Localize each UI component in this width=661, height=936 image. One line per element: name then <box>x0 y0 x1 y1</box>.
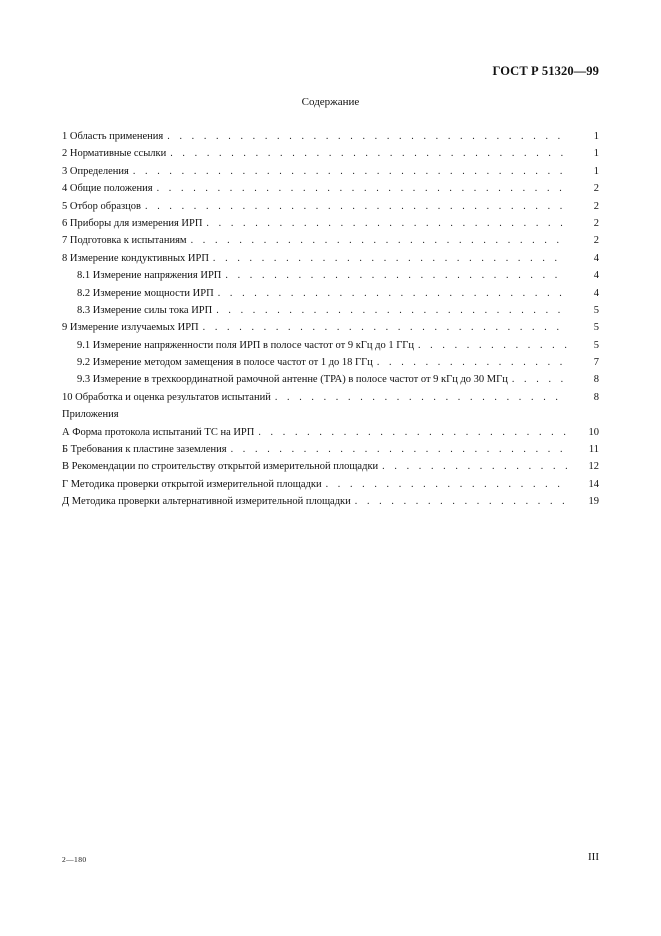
toc-leader-dots <box>418 337 567 354</box>
toc-leader-dots <box>377 354 567 371</box>
toc-entry-label: 8.2 Измерение мощности ИРП <box>77 287 214 299</box>
toc-entry-page: 8 <box>593 374 599 386</box>
toc-entry-page: 4 <box>593 252 599 264</box>
toc-entry-label: 9 Измерение излучаемых ИРП <box>62 322 199 334</box>
toc-entry-2[interactable] <box>62 145 599 162</box>
toc-appendix-v[interactable] <box>62 458 599 475</box>
toc-entry-page: 2 <box>593 235 599 247</box>
toc-entry-4[interactable] <box>62 180 599 197</box>
toc-entry-9[interactable] <box>62 319 599 336</box>
toc-leader-dots <box>218 285 567 302</box>
appendices-heading: Приложения <box>62 409 119 421</box>
toc-entry-9-3[interactable] <box>62 371 599 388</box>
toc-entry-label: 2 Нормативные ссылки <box>62 148 167 160</box>
toc-entry-page: 10 <box>588 426 599 438</box>
toc-entry-9-2[interactable] <box>62 354 599 371</box>
toc-entry-page: 11 <box>588 444 599 456</box>
toc-entry-label: А Форма протокола испытаний ТС на ИРП <box>62 426 255 438</box>
toc-leader-dots <box>512 371 567 388</box>
document-code: ГОСТ Р 51320—99 <box>492 64 599 78</box>
toc-entry-label: Б Требования к пластине заземления <box>62 444 227 456</box>
toc-leader-dots <box>225 267 567 284</box>
toc-appendix-g[interactable] <box>62 476 599 493</box>
toc-entry-page: 5 <box>593 339 599 351</box>
toc-entry-page: 2 <box>593 183 599 195</box>
toc-leader-dots <box>275 389 567 406</box>
toc-leader-dots <box>326 476 567 493</box>
toc-appendix-a[interactable] <box>62 424 599 441</box>
toc-entry-page: 1 <box>593 131 599 142</box>
toc-entry-label: 10 Обработка и оценка результатов испытаний <box>62 391 271 403</box>
toc-entry-label: 5 Отбор образцов <box>62 200 141 212</box>
toc-entry-label: В Рекомендации по строительству открытой измерительной площадки <box>62 461 379 473</box>
toc-entry-label: Г Методика проверки открытой измерительной площадки <box>62 478 322 490</box>
toc-entry-7[interactable] <box>62 232 599 249</box>
toc-leader-dots <box>133 163 567 180</box>
toc-entry-page: 4 <box>593 270 599 282</box>
toc-entry-label: 9.1 Измерение напряженности поля ИРП в полосе частот от 9 кГц до 1 ГГц <box>77 339 414 351</box>
toc-entry-page: 14 <box>588 478 599 490</box>
toc-appendix-b[interactable] <box>62 441 599 458</box>
toc-entry-8-3[interactable] <box>62 302 599 319</box>
toc-entry-label: 9.3 Измерение в трехкоординатной рамочной антенне (ТРА) в полосе частот от 9 кГц до 30 МГц <box>77 374 508 386</box>
toc-entry-page: 1 <box>593 165 599 177</box>
page-number: III <box>588 851 599 863</box>
toc-leader-dots <box>258 424 567 441</box>
toc-leader-dots <box>191 232 567 249</box>
toc-entry-label: 3 Определения <box>62 165 129 177</box>
toc-leader-dots <box>382 458 567 475</box>
toc-leader-dots <box>203 319 567 336</box>
toc-leader-dots <box>170 145 567 162</box>
toc-entry-label: 9.2 Измерение методом замещения в полосе частот от 1 до 18 ГГц <box>77 357 373 369</box>
toc-entry-page: 8 <box>593 391 599 403</box>
toc-entry-page: 2 <box>593 217 599 229</box>
toc-entry-label: 8 Измерение кондуктивных ИРП <box>62 252 209 264</box>
toc-entry-label: 4 Общие положения <box>62 183 153 195</box>
toc-title: Содержание <box>301 96 360 108</box>
toc-leader-dots <box>231 441 567 458</box>
toc-entry-page: 4 <box>593 287 599 299</box>
toc-leader-dots <box>216 302 567 319</box>
toc-entry-page: 5 <box>593 322 599 334</box>
table-of-contents <box>62 128 599 511</box>
toc-entry-label: 7 Подготовка к испытаниям <box>62 235 187 247</box>
toc-entry-5[interactable] <box>62 198 599 215</box>
toc-entry-page: 2 <box>593 200 599 212</box>
toc-entry-page: 19 <box>588 496 599 508</box>
toc-entry-3[interactable] <box>62 163 599 180</box>
toc-entry-8[interactable] <box>62 250 599 267</box>
print-mark: 2—180 <box>62 855 87 864</box>
toc-entry-8-1[interactable] <box>62 267 599 284</box>
toc-leader-dots <box>145 198 567 215</box>
toc-entry-label: 6 Приборы для измерения ИРП <box>62 217 203 229</box>
toc-entry-label: 8.3 Измерение силы тока ИРП <box>77 304 213 316</box>
toc-entry-9-1[interactable] <box>62 337 599 354</box>
toc-entry-label: 8.1 Измерение напряжения ИРП <box>77 270 222 282</box>
toc-leader-dots <box>355 493 567 510</box>
toc-leader-dots <box>157 180 567 197</box>
toc-entry-6[interactable] <box>62 215 599 232</box>
toc-entry-label: 1 Область применения <box>62 131 164 142</box>
toc-appendix-d[interactable] <box>62 493 599 510</box>
toc-entry-label: Д Методика проверки альтернативной измерительной площадки <box>62 496 351 508</box>
toc-leader-dots <box>213 250 567 267</box>
toc-leader-dots <box>206 215 567 232</box>
toc-leader-dots <box>167 128 567 145</box>
toc-entry-page: 7 <box>593 357 599 369</box>
toc-entry-1[interactable] <box>62 128 599 145</box>
toc-entry-8-2[interactable] <box>62 285 599 302</box>
toc-entry-page: 5 <box>593 304 599 316</box>
toc-entry-page: 12 <box>588 461 599 473</box>
toc-entry-page: 1 <box>593 148 599 160</box>
toc-entry-10[interactable] <box>62 389 599 406</box>
